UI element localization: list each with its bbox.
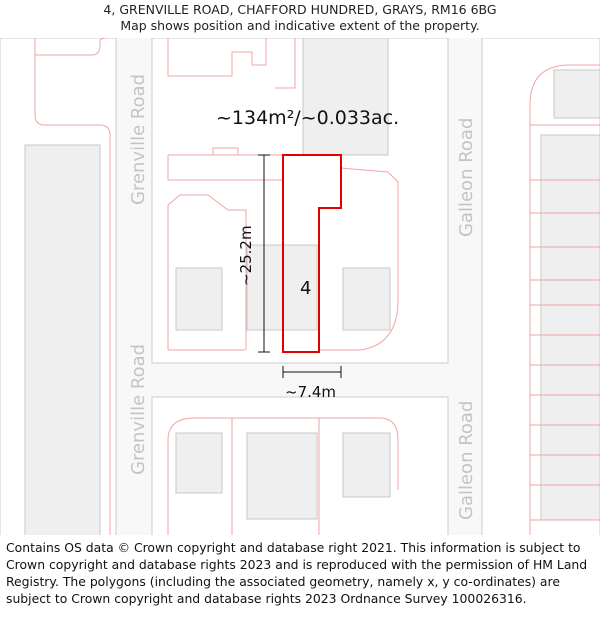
building	[176, 268, 222, 330]
plot-number-label: 4	[300, 278, 312, 299]
map-subtitle: Map shows position and indicative extent of the property.	[120, 18, 480, 33]
width-label: ~7.4m	[285, 383, 337, 401]
building	[554, 70, 600, 118]
map-canvas	[0, 38, 600, 535]
building	[25, 145, 100, 535]
building	[176, 433, 222, 493]
area-label: ~134m²/~0.033ac.	[216, 107, 400, 129]
map-header	[0, 0, 600, 40]
road-label-grenville-upper: Grenville Road	[128, 73, 149, 205]
building	[247, 433, 317, 519]
height-label: ~25.2m	[237, 225, 255, 286]
building	[343, 433, 390, 497]
building	[541, 135, 600, 520]
map-view[interactable]	[0, 38, 600, 535]
building	[303, 38, 388, 155]
attribution-text: Contains OS data © Crown copyright and database right 2021. This information is subject to Crown copyright and database rights 2023 and is reproduced with the permission of HM Land Registry. The polygons (including the associated geometry, namely x, y co-ordinates) are subject to Crown copyright and database rights 2023 Ordnance Survey 100026316.	[6, 540, 588, 606]
road-label-grenville-lower: Grenville Road	[128, 343, 149, 475]
building	[343, 268, 390, 330]
property-address: 4, GRENVILLE ROAD, CHAFFORD HUNDRED, GRAYS, RM16 6BG	[103, 2, 497, 17]
road-label-galleon-lower: Galleon Road	[456, 400, 477, 520]
road-label-galleon-upper: Galleon Road	[456, 117, 477, 237]
width-dimension	[283, 366, 341, 378]
